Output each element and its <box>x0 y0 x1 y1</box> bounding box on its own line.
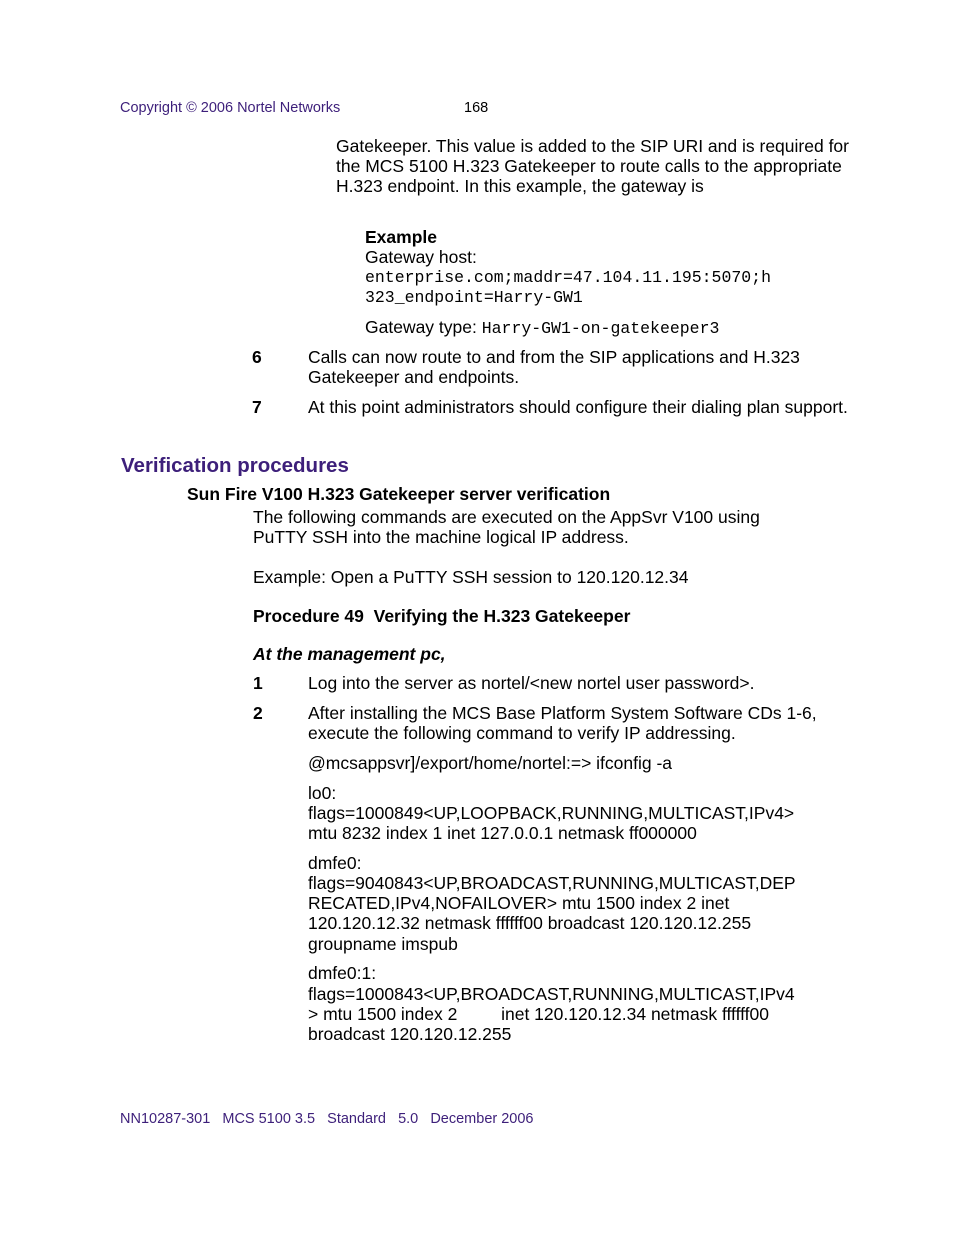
output-lo0-line3: mtu 8232 index 1 inet 127.0.0.1 netmask ff000000 <box>308 823 697 843</box>
output-lo0-line2: flags=1000849<UP,LOOPBACK,RUNNING,MULTICAST,IPv4> <box>308 803 795 823</box>
step-number: 1 <box>253 673 263 693</box>
gateway-host-label: Gateway host: <box>365 247 477 267</box>
output-dmfe0-1-line3: > mtu 1500 index 2 inet 120.120.12.34 netmask ffffff00 <box>308 1004 770 1024</box>
output-lo0-line1: lo0: <box>308 783 337 803</box>
gateway-host-value-line2: 323_endpoint=Harry-GW1 <box>365 288 583 307</box>
example-line: Example: Open a PuTTY SSH session to 120.120.12.34 <box>253 567 689 587</box>
step-number: 6 <box>252 347 262 367</box>
page-number: 168 <box>464 100 489 116</box>
section-subtitle: Sun Fire V100 H.323 Gatekeeper server verification <box>187 484 611 504</box>
output-dmfe0-1-line4: broadcast 120.120.12.255 <box>308 1024 512 1044</box>
output-dmfe0-line4: 120.120.12.32 netmask ffffff00 broadcast 120.120.12.255 <box>308 913 752 933</box>
document-footer: NN10287-301 MCS 5100 3.5 Standard 5.0 December 2006 <box>120 1111 534 1127</box>
step-text: At this point administrators should configure their dialing plan support. <box>308 397 848 417</box>
intro-paragraph: The following commands are executed on the AppSvr V100 using PuTTY SSH into the machine logical IP address. <box>253 507 760 547</box>
step-text: Log into the server as nortel/<new nortel user password>. <box>308 673 755 693</box>
section-title: Verification procedures <box>121 454 349 477</box>
output-dmfe0-line5: groupname imspub <box>308 934 458 954</box>
gateway-type-line <box>365 317 719 339</box>
step-text: After installing the MCS Base Platform System Software CDs 1-6, execute the following command to verify IP addressing. <box>308 703 817 743</box>
output-dmfe0-line1: dmfe0: <box>308 853 362 873</box>
step-text: Calls can now route to and from the SIP applications and H.323 Gatekeeper and endpoints. <box>308 347 800 387</box>
procedure-location: At the management pc, <box>253 644 446 664</box>
gateway-type-label: Gateway type: <box>365 317 482 337</box>
output-dmfe0-line3: RECATED,IPv4,NOFAILOVER> mtu 1500 index 2 inet <box>308 893 730 913</box>
copyright-header: Copyright © 2006 Nortel Networks <box>120 100 341 116</box>
output-dmfe0-1-line1: dmfe0:1: <box>308 963 377 983</box>
output-dmfe0-1-line2: flags=1000843<UP,BROADCAST,RUNNING,MULTICAST,IPv4 <box>308 984 795 1004</box>
step-number: 7 <box>252 397 262 417</box>
command-line: @mcsappsvr]/export/home/nortel:=> ifconfig -a <box>308 753 673 773</box>
gateway-host-value-line1: enterprise.com;maddr=47.104.11.195:5070;h <box>365 268 771 287</box>
example-heading: Example <box>365 227 437 247</box>
output-dmfe0-line2: flags=9040843<UP,BROADCAST,RUNNING,MULTICAST,DEP <box>308 873 796 893</box>
step-number: 2 <box>253 703 263 723</box>
procedure-title: Procedure 49 Verifying the H.323 Gatekeeper <box>253 606 631 626</box>
gateway-type-value: Harry-GW1-on-gatekeeper3 <box>481 319 720 338</box>
continuation-paragraph: Gatekeeper. This value is added to the SIP URI and is required for the MCS 5100 H.323 Gatekeeper to route calls to the appropriate H.323 endpoint. In this example, the gateway is <box>336 136 849 196</box>
